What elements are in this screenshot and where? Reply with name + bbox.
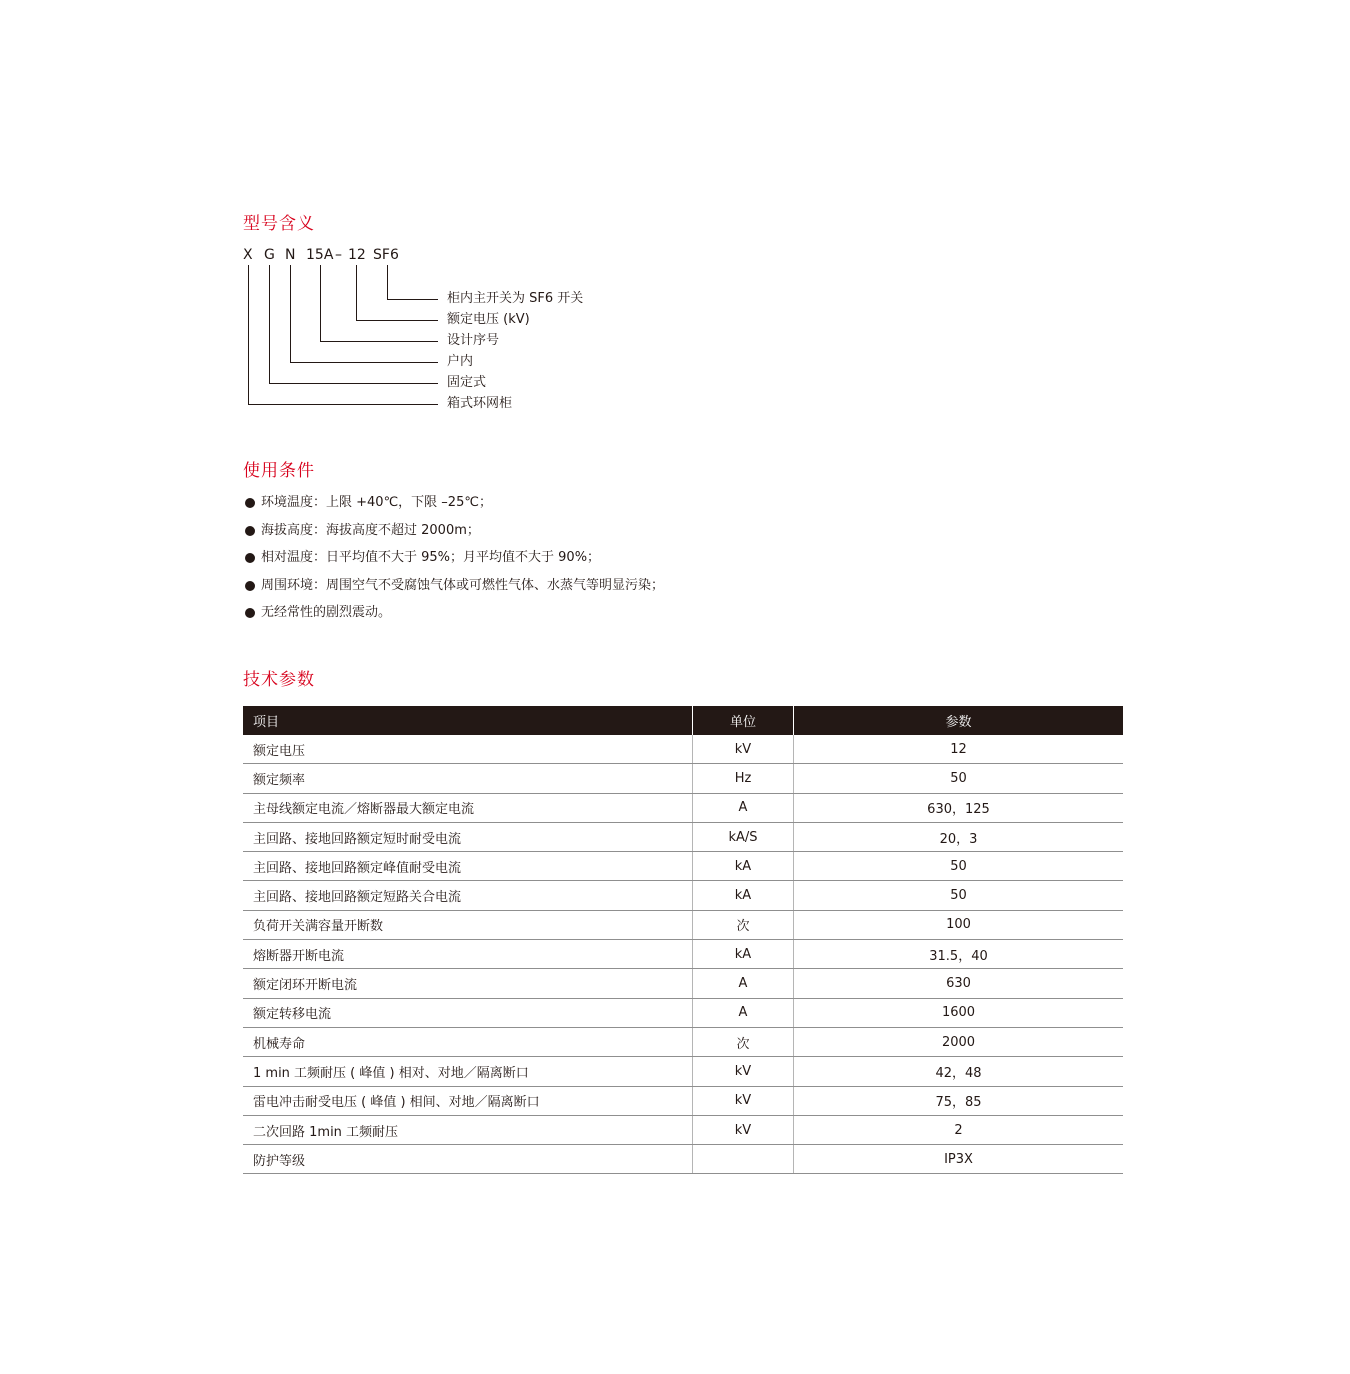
cell-item: 机械寿命 — [243, 1027, 693, 1056]
conditions-list — [245, 494, 664, 632]
cell-value: 630 — [794, 969, 1124, 998]
cell-unit: kA — [693, 940, 794, 969]
model-meaning-title: 型号含义 — [243, 214, 315, 234]
cell-value: 100 — [794, 910, 1124, 939]
cell-item: 雷电冲击耐受电压 ( 峰值 ) 相间、对地／隔离断口 — [243, 1086, 693, 1115]
cell-value: 12 — [794, 735, 1124, 764]
code-part-15a: 15A — [306, 247, 334, 263]
cell-value: 20，3 — [794, 822, 1124, 851]
header-item: 项目 — [243, 706, 693, 735]
cell-value: 2 — [794, 1115, 1124, 1144]
cell-item: 二次回路 1min 工频耐压 — [243, 1115, 693, 1144]
code-part-dash: – — [335, 247, 342, 263]
cell-unit: kV — [693, 735, 794, 764]
conditions-title: 使用条件 — [243, 461, 315, 481]
bullet-icon — [245, 553, 255, 563]
table-row — [243, 969, 1123, 998]
cell-item: 防护等级 — [243, 1145, 693, 1174]
table-row — [243, 822, 1123, 851]
cell-unit: kA — [693, 881, 794, 910]
table-body — [243, 735, 1123, 1174]
cell-item: 主回路、接地回路额定短路关合电流 — [243, 881, 693, 910]
bullet-icon — [245, 526, 255, 536]
params-title: 技术参数 — [243, 670, 315, 690]
table-row — [243, 881, 1123, 910]
table-row — [243, 764, 1123, 793]
cell-value: 1600 — [794, 998, 1124, 1027]
cell-item: 额定转移电流 — [243, 998, 693, 1027]
cell-item: 主回路、接地回路额定短时耐受电流 — [243, 822, 693, 851]
cell-unit: 次 — [693, 910, 794, 939]
code-meaning-design-number: 设计序号 — [447, 333, 500, 348]
cell-unit: kA/S — [693, 822, 794, 851]
cell-unit: 次 — [693, 1027, 794, 1056]
code-part-n: N — [285, 247, 296, 263]
table-row — [243, 910, 1123, 939]
table-row — [243, 998, 1123, 1027]
cell-unit: A — [693, 969, 794, 998]
condition-text: 海拔高度：海拔高度不超过 2000m； — [261, 522, 480, 538]
code-part-12: 12 — [348, 247, 366, 263]
code-part-x: X — [243, 247, 253, 263]
table-row — [243, 735, 1123, 764]
condition-item — [245, 604, 664, 632]
cell-unit: kV — [693, 1086, 794, 1115]
condition-text: 周围环境：周围空气不受腐蚀气体或可燃性气体、水蒸气等明显污染； — [261, 577, 665, 593]
cell-value: 31.5，40 — [794, 940, 1124, 969]
connector-line-sf6 — [388, 265, 439, 300]
code-part-g: G — [264, 247, 275, 263]
cell-item: 额定闭环开断电流 — [243, 969, 693, 998]
table-row — [243, 1115, 1123, 1144]
table-row — [243, 1086, 1123, 1115]
cell-value: 630，125 — [794, 793, 1124, 822]
condition-item — [245, 522, 664, 550]
table-row — [243, 793, 1123, 822]
header-unit: 单位 — [693, 706, 794, 735]
cell-unit: A — [693, 793, 794, 822]
condition-text: 无经常性的剧烈震动。 — [261, 605, 392, 620]
header-value: 参数 — [794, 706, 1124, 735]
cell-item: 负荷开关满容量开断数 — [243, 910, 693, 939]
cell-item: 熔断器开断电流 — [243, 940, 693, 969]
cell-unit: A — [693, 998, 794, 1027]
cell-unit: Hz — [693, 764, 794, 793]
code-meaning-ring-main-unit: 箱式环网柜 — [447, 396, 513, 411]
model-code-connector-lines — [0, 0, 1350, 420]
cell-value: 50 — [794, 881, 1124, 910]
cell-item: 主回路、接地回路额定峰值耐受电流 — [243, 852, 693, 881]
code-meaning-voltage: 额定电压 (kV) — [447, 312, 530, 327]
connector-line-12 — [357, 265, 439, 321]
cell-item: 额定电压 — [243, 735, 693, 764]
cell-value: IP3X — [794, 1145, 1124, 1174]
condition-item — [245, 494, 664, 522]
cell-unit: kV — [693, 1115, 794, 1144]
condition-text: 相对温度：日平均值不大于 95%；月平均值不大于 90%； — [261, 550, 601, 565]
connector-line-n — [291, 265, 439, 363]
cell-unit — [693, 1145, 794, 1174]
bullet-icon — [245, 581, 255, 591]
code-meaning-indoor: 户内 — [447, 354, 474, 369]
condition-item — [245, 577, 664, 605]
condition-item — [245, 549, 664, 577]
table-row — [243, 940, 1123, 969]
cell-item: 主母线额定电流／熔断器最大额定电流 — [243, 793, 693, 822]
condition-text: 环境温度：上限 +40℃，下限 –25℃； — [261, 495, 492, 510]
cell-value: 50 — [794, 764, 1124, 793]
cell-item: 额定频率 — [243, 764, 693, 793]
table-row — [243, 1027, 1123, 1056]
code-meaning-fixed: 固定式 — [447, 375, 487, 390]
table-row — [243, 1057, 1123, 1086]
connector-line-g — [270, 265, 439, 384]
table-row — [243, 1145, 1123, 1174]
table-header-row — [243, 706, 1123, 735]
cell-value: 42，48 — [794, 1057, 1124, 1086]
cell-item: 1 min 工频耐压 ( 峰值 ) 相对、对地／隔离断口 — [243, 1057, 693, 1086]
connector-line-15a — [321, 265, 439, 342]
code-meaning-switch: 柜内主开关为 SF6 开关 — [447, 291, 584, 306]
bullet-icon — [245, 498, 255, 508]
cell-value: 2000 — [794, 1027, 1124, 1056]
params-table — [243, 706, 1123, 1174]
cell-unit: kA — [693, 852, 794, 881]
cell-unit: kV — [693, 1057, 794, 1086]
cell-value: 50 — [794, 852, 1124, 881]
bullet-icon — [245, 608, 255, 618]
table-row — [243, 852, 1123, 881]
code-part-sf6: SF6 — [373, 247, 399, 263]
cell-value: 75，85 — [794, 1086, 1124, 1115]
